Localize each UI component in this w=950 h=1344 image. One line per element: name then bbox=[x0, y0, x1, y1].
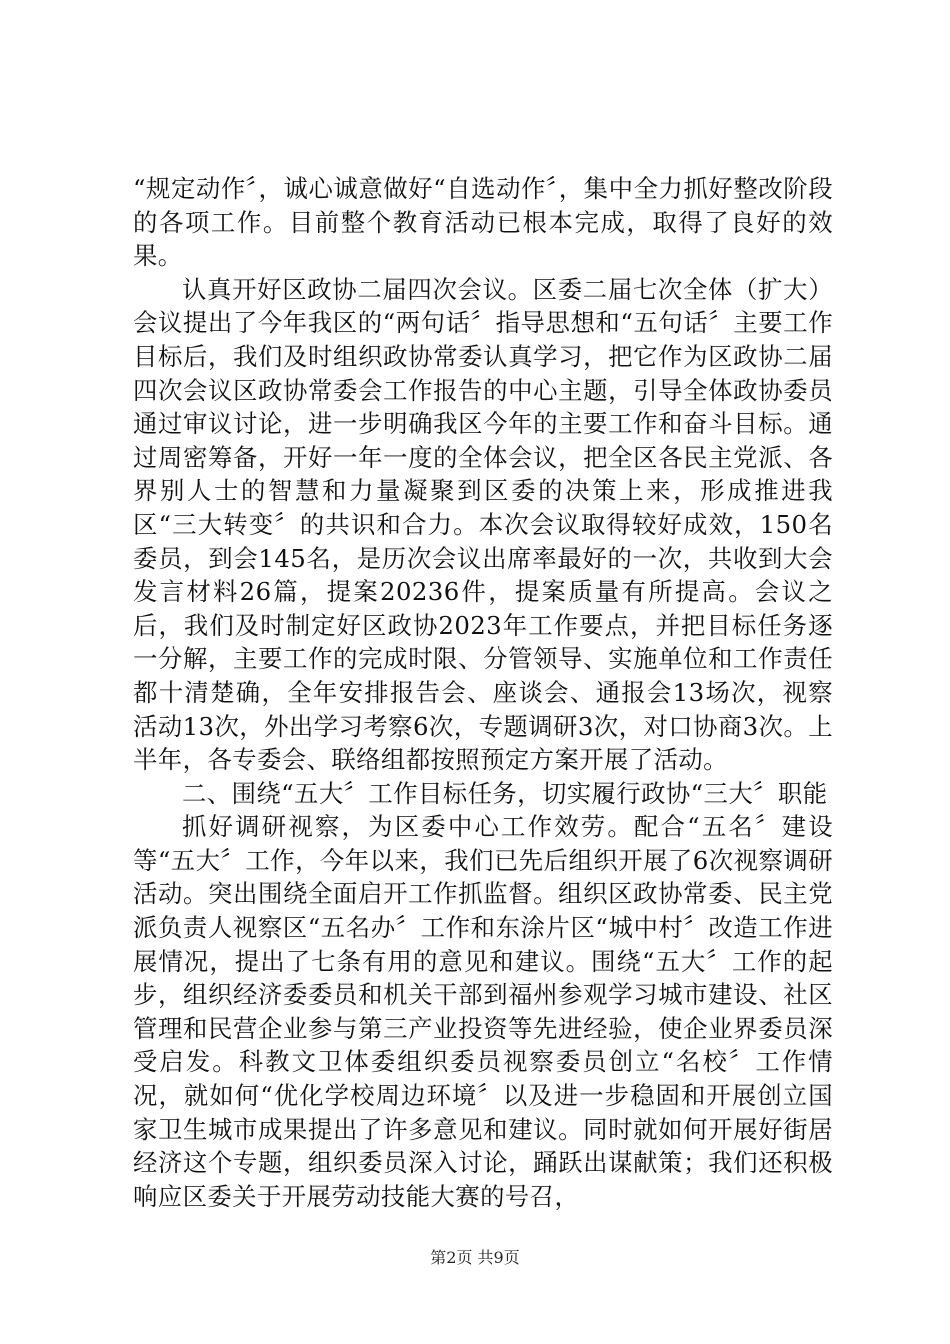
section-heading-two: 二、围绕“五大〞工作目标任务，切实履行政协“三大〞职能 bbox=[182, 778, 828, 808]
page-number-footer: 第2页 共9页 bbox=[430, 1248, 520, 1267]
paragraph-continuation: “规定动作〞，诚心诚意做好“自选动作〞，集中全力抓好整改阶段的各项工作。目前整个教育活动已根本完成，取得了良好的效果。 bbox=[133, 174, 833, 271]
paragraph-research-inspection: 抓好调研视察，为区委中心工作效劳。配合“五名〞建设等“五大〞工作，今年以来，我们已先后组织开展了6次视察调研活动。突出围绕全面启开工作抓监督。组织区政协常委、民主党派负责人视察区“五名办〞工作和东涂片区“城中村〞改造工作进展情况，提出了七条有用的意见和建议。围绕“五大〞工作的起步，组织经济委委员和机关干部到福州参观学习城市建设、社区管理和民营企业参与第三产业投资等先进经验，使企业界委员深受启发。科教文卫体委组织委员视察委员创立“名校〞工作情况，就如何“优化学校周边环境〞以及进一步稳固和开展创立国家卫生城市成果提出了许多意见和建议。同时就如何开展好街居经济这个专题，组织委员深入讨论，踊跃出谋献策；我们还积极响应区委关于开展劳动技能大赛的号召， bbox=[133, 812, 833, 1211]
document-body bbox=[133, 172, 833, 1213]
paragraph-session-meeting: 认真开好区政协二届四次会议。区委二届七次全体（扩大）会议提出了今年我区的“两句话〞指导思想和“五句话〞主要工作目标后，我们及时组织政协常委认真学习，把它作为区政协二届四次会议区政协常委会工作报告的中心主题，引导全体政协委员通过审议讨论，进一步明确我区今年的主要工作和奋斗目标。通过周密筹备，开好一年一度的全体会议，把全区各民主党派、各界别人士的智慧和力量凝聚到区委的决策上来，形成推进我区“三大转变〞的共识和合力。本次会议取得较好成效，150名委员，到会145名，是历次会议出席率最好的一次，共收到大会发言材料26篇，提案20236件，提案质量有所提高。会议之后，我们及时制定好区政协2023年工作要点，并把目标任务逐一分解，主要工作的完成时限、分管领导、实施单位和工作责任都十清楚确，全年安排报告会、座谈会、通报会13场次，视察活动13次，外出学习考察6次，专题调研3次，对口协商3次。上半年，各专委会、联络组都按照预定方案开展了活动。 bbox=[133, 274, 833, 775]
